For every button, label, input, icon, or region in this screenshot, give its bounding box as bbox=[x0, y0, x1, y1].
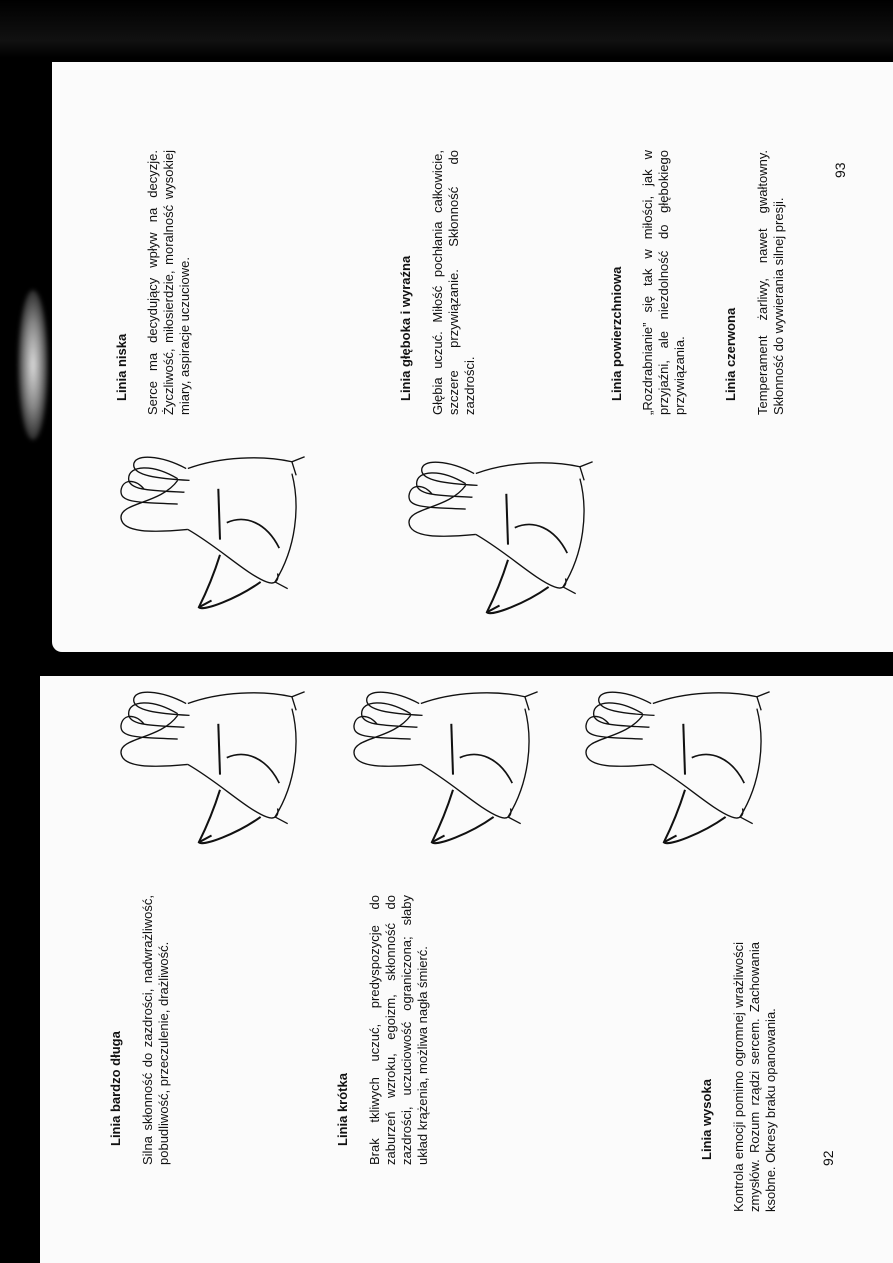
page-number: 92 bbox=[820, 1150, 836, 1166]
section-text: Serce ma decydujący wpływ na decyzje. Życzliwość, miłosierdzie, moralność wysokiej miary, aspiracje uczuciowe. bbox=[145, 150, 192, 415]
palm-diagram bbox=[100, 690, 340, 855]
section-heading: Linia wysoka bbox=[699, 1079, 714, 1160]
section-heading: Linia bardzo długa bbox=[108, 1031, 123, 1146]
section-text: „Rozdrabnianie” się tak w miłości, jak w przyjaźni, ale niezdolność do głębokiego przywiązania. bbox=[640, 150, 687, 415]
section-text: Silna skłonność do zazdrości, nadwrażliwość, pobudliwość, przeczulenie, drażliwość. bbox=[140, 895, 171, 1165]
palm-diagram bbox=[100, 455, 340, 620]
section-heading: Linia krótka bbox=[335, 1073, 350, 1146]
page-number: 93 bbox=[832, 162, 848, 178]
palm-diagram bbox=[565, 690, 805, 855]
section-text: Kontrola emocji pomimo ogromnej wrażliwości zmysłów. Rozum rządzi sercem. Zachowania ksobne. Okresy braku opanowania. bbox=[731, 942, 778, 1212]
section-heading: Linia głęboka i wyraźna bbox=[398, 255, 413, 401]
section-heading: Linia powierzchniowa bbox=[609, 266, 624, 401]
section-text: Temperament żarliwy, nawet gwałtowny. Skłonność do wywierania silnej presji. bbox=[755, 150, 786, 415]
palm-diagram bbox=[333, 690, 573, 855]
section-heading: Linia niska bbox=[114, 333, 129, 401]
section-text: Głębia uczuć. Miłość pochłania całkowicie, szczere przywiązanie. Skłonność do zazdrości. bbox=[430, 150, 477, 415]
scan-shadow bbox=[0, 0, 893, 58]
spine-glare bbox=[18, 290, 48, 440]
section-text: Brak tkliwych uczuć, predyspozycje do zaburzeń wzroku, egoizm, skłonność do zazdrości, uczuciowość ograniczona; słaby układ krążenia, możliwa nagła śmierć. bbox=[367, 895, 430, 1165]
section-heading: Linia czerwona bbox=[723, 307, 738, 401]
palm-diagram bbox=[388, 460, 628, 625]
